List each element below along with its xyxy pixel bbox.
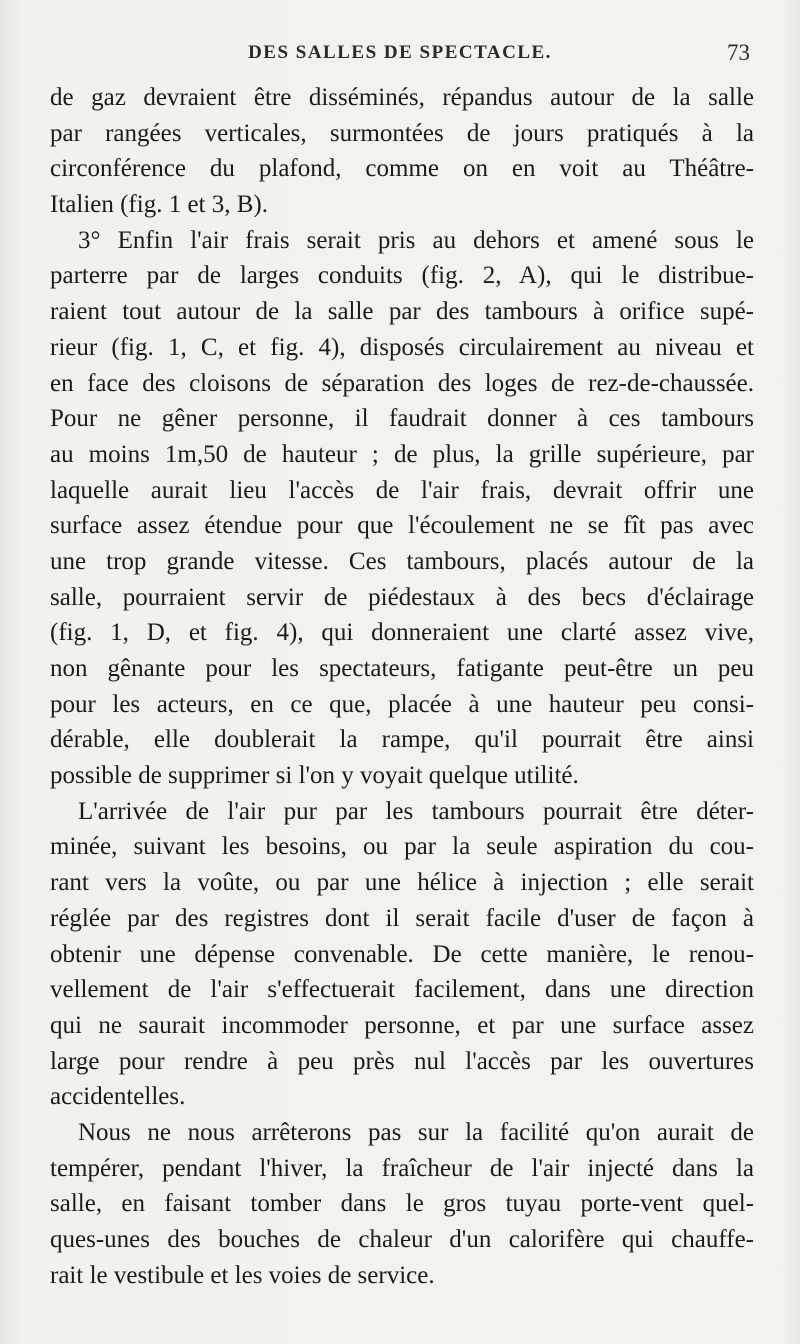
text-line: circonférence du plafond, comme on en voit au Théâtre-: [50, 155, 754, 183]
text-line: par rangées verticales, surmontées de jours pratiqués à la: [50, 119, 754, 147]
text-line: rant vers la voûte, ou par une hélice à injection ; elle serait: [50, 869, 754, 897]
text-line: dérable, elle doublerait la rampe, qu'il pourrait être ainsi: [50, 726, 754, 754]
text-line: tempérer, pendant l'hiver, la fraîcheur de l'air injecté dans la: [50, 1154, 754, 1182]
page-number: 73: [727, 40, 750, 65]
text-line: au moins 1m,50 de hauteur ; de plus, la grille supérieure, par: [50, 440, 754, 468]
text-line: de gaz devraient être disséminés, répandus autour de la salle: [50, 84, 754, 111]
text-line: obtenir une dépense convenable. De cette manière, le renou-: [50, 940, 754, 968]
text-line: vellement de l'air s'effectuerait facilement, dans une direction: [50, 976, 754, 1004]
text-line: Nous ne nous arrêterons pas sur la facilité qu'on aurait de: [78, 1118, 754, 1146]
text-line: ques-unes des bouches de chaleur d'un calorifère qui chauffe-: [50, 1226, 754, 1253]
text-line: L'arrivée de l'air pur par les tambours pourrait être déter-: [78, 797, 754, 825]
body-text: [50, 80, 754, 1293]
text-line: Italien (fig. 1 et 3, B).: [50, 191, 268, 219]
text-line: parterre par de larges conduits (fig. 2, A), qui le distribue-: [50, 262, 754, 290]
running-title: DES SALLES DE SPECTACLE.: [248, 42, 552, 63]
text-line: rait le vestibule et les voies de service.: [50, 1261, 435, 1289]
text-line: possible de supprimer si l'on y voyait quelque utilité.: [50, 762, 579, 790]
text-line: une trop grande vitesse. Ces tambours, placés autour de la: [50, 547, 754, 575]
text-line: non gênante pour les spectateurs, fatigante peut-être un peu: [50, 655, 754, 682]
page-header: [50, 40, 750, 74]
text-line: rieur (fig. 1, C, et fig. 4), disposés circulairement au niveau et: [50, 333, 754, 361]
text-line: salle, en faisant tomber dans le gros tuyau porte-vent quel-: [50, 1190, 754, 1218]
text-line: Pour ne gêner personne, il faudrait donner à ces tambours: [50, 405, 754, 433]
text-line: accidentelles.: [50, 1083, 186, 1111]
text-line: pour les acteurs, en ce que, placée à une hauteur peu consi-: [50, 690, 754, 718]
text-line: qui ne saurait incommoder personne, et par une surface assez: [50, 1011, 754, 1039]
text-line: (fig. 1, D, et fig. 4), qui donneraient une clarté assez vive,: [50, 619, 754, 647]
text-line: surface assez étendue pour que l'écoulement ne se fît pas avec: [50, 512, 754, 540]
text-line: raient tout autour de la salle par des tambours à orifice supé-: [50, 298, 754, 326]
text-line: large pour rendre à peu près nul l'accès par les ouvertures: [50, 1047, 754, 1075]
text-line: salle, pourraient servir de piédestaux à des becs d'éclairage: [50, 583, 754, 611]
text-line: en face des cloisons de séparation des loges de rez-de-chaussée.: [50, 369, 754, 397]
text-line: 3° Enfin l'air frais serait pris au dehors et amené sous le: [78, 226, 754, 254]
text-line: réglée par des registres dont il serait facile d'user de façon à: [50, 904, 754, 932]
text-line: laquelle aurait lieu l'accès de l'air frais, devrait offrir une: [50, 476, 754, 504]
text-line: minée, suivant les besoins, ou par la seule aspiration du cou-: [50, 833, 754, 861]
